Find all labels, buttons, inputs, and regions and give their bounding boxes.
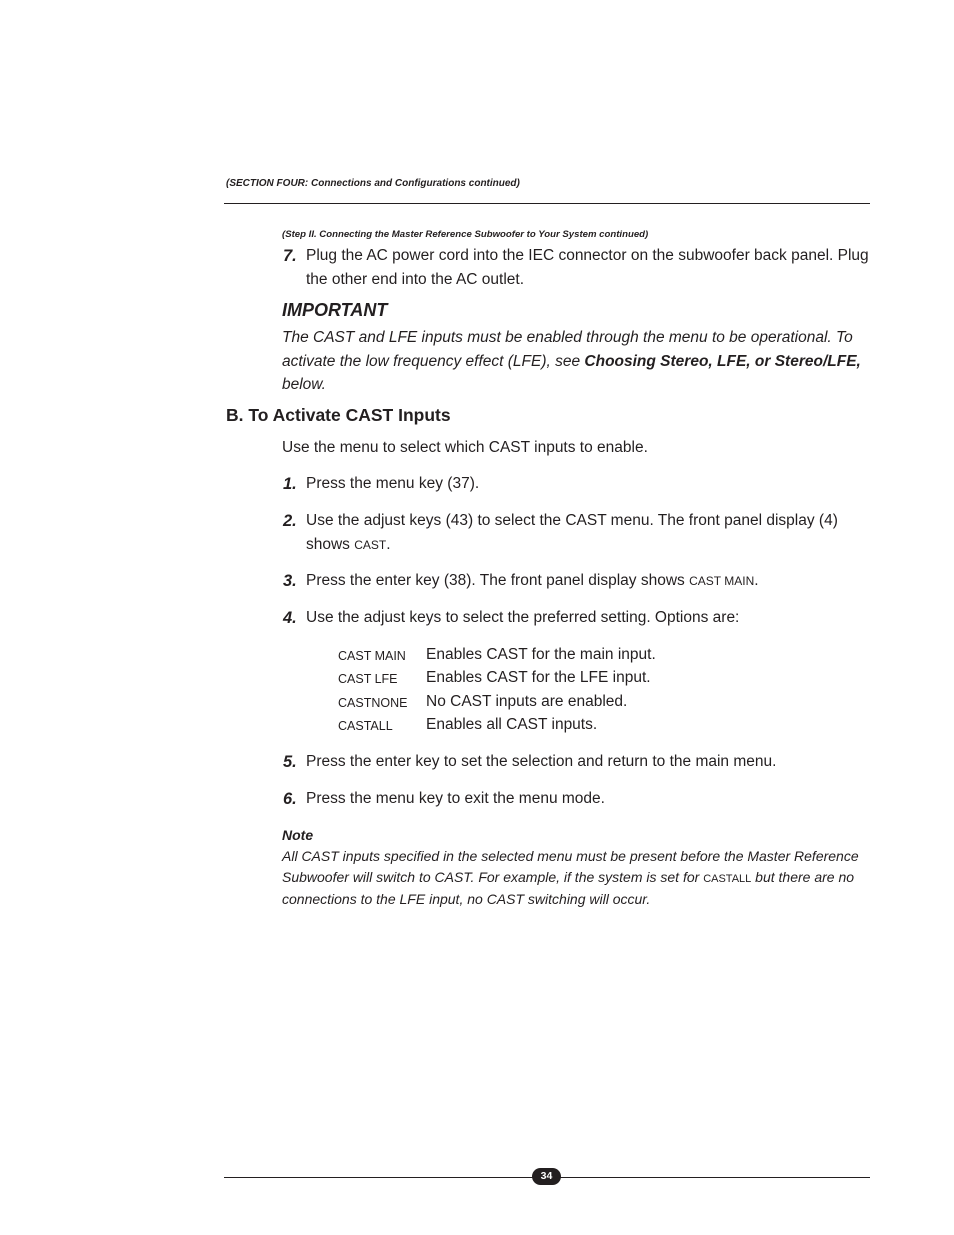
- important-text: The CAST and LFE inputs must be enabled through the menu to be operational. To activate the low frequency effect (LFE), see Choosing Stereo, LFE, or Stereo/LFE, below.: [282, 329, 861, 393]
- display-code: CASTALL: [703, 872, 752, 885]
- step-text: Plug the AC power cord into the IEC connector on the subwoofer back panel. Plug the other end into the AC outlet.: [306, 247, 869, 288]
- important-heading: IMPORTANT: [282, 300, 388, 320]
- step-text: Press the enter key to set the selection and return to the main menu.: [306, 753, 777, 770]
- option-code: CAST LFE: [338, 672, 398, 686]
- step-5: [0, 750, 954, 780]
- options-table: [0, 643, 954, 743]
- display-code: CAST MAIN: [689, 574, 755, 588]
- step-text: Use the adjust keys (43) to select the CAST menu. The front panel display (4) shows CAST.: [306, 512, 838, 553]
- running-header: (SECTION FOUR: Connections and Configurations continued): [226, 178, 520, 189]
- step-number: 7.: [283, 247, 297, 265]
- option-code: CASTNONE: [338, 696, 408, 710]
- section-intro: Use the menu to select which CAST inputs to enable.: [282, 439, 648, 456]
- step-7: [0, 244, 954, 294]
- section-heading: B. To Activate CAST Inputs: [226, 405, 451, 425]
- step-3: [0, 569, 954, 599]
- step-4: [0, 606, 954, 636]
- step-1: [0, 472, 954, 502]
- step-text: Use the adjust keys to select the preferred setting. Options are:: [306, 609, 740, 626]
- option-code: CASTALL: [338, 719, 393, 733]
- step-text: Press the enter key (38). The front panel display shows CAST MAIN.: [306, 572, 759, 589]
- option-code: CAST MAIN: [338, 649, 406, 663]
- step-number: 5.: [283, 753, 297, 771]
- important-reference: Choosing Stereo, LFE, or Stereo/LFE,: [584, 352, 861, 370]
- step-2: [0, 509, 954, 559]
- continued-heading: (Step II. Connecting the Master Reference Subwoofer to Your System continued): [282, 229, 649, 240]
- option-description: Enables all CAST inputs.: [426, 716, 598, 733]
- step-number: 6.: [283, 790, 297, 808]
- display-code: CAST: [354, 538, 387, 552]
- step-number: 3.: [283, 572, 297, 590]
- step-text: Press the menu key (37).: [306, 475, 480, 492]
- step-6: [0, 787, 954, 817]
- option-description: No CAST inputs are enabled.: [426, 693, 628, 710]
- option-description: Enables CAST for the main input.: [426, 646, 656, 663]
- step-number: 2.: [283, 512, 297, 530]
- note-heading: Note: [282, 827, 314, 843]
- step-number: 4.: [283, 609, 297, 627]
- option-description: Enables CAST for the LFE input.: [426, 669, 651, 686]
- header-divider: [224, 203, 870, 204]
- page-number-badge: 34: [532, 1168, 561, 1185]
- step-text: Press the menu key to exit the menu mode.: [306, 790, 605, 807]
- step-number: 1.: [283, 475, 297, 493]
- note-text: All CAST inputs specified in the selected menu must be present before the Master Reference Subwoofer will switch to CAST. For example, if the system is set for CASTALL but there are no connections to the LFE input, no CAST switching will occur.: [282, 848, 859, 907]
